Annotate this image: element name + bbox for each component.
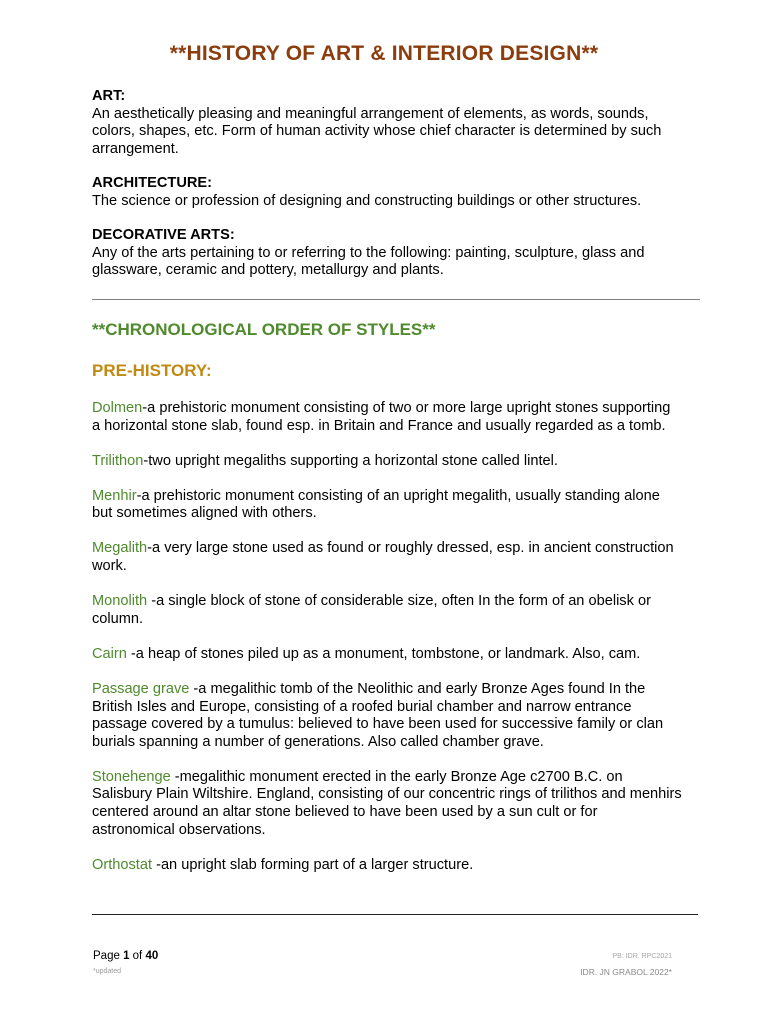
definition-heading: DECORATIVE ARTS: — [92, 227, 235, 243]
term-name: Monolith — [92, 593, 148, 610]
definition-architecture — [92, 175, 692, 210]
term-name: Passage grave — [92, 680, 190, 697]
term-entry — [92, 540, 682, 575]
definition-text: An aesthetically pleasing and meaningful arrangement of elements, as words, sounds, colors, shapes, etc. Form of human activity whose chief character is determined by such arrangement. — [92, 105, 662, 157]
definition-decorative-arts — [92, 227, 692, 280]
term-entry — [92, 857, 682, 875]
term-description: -a heap of stones piled up as a monument, tombstone, or landmark. Also, cam. — [126, 645, 641, 662]
term-description: -a prehistoric monument consisting of two or more large upright stones supporting a horizontal stone slab, found esp. in Britain and France and usually regarded as a tomb. — [92, 400, 671, 434]
chronological-heading: **CHRONOLOGICAL ORDER OF STYLES** — [92, 320, 436, 339]
term-name: Orthostat — [92, 856, 153, 873]
page-prefix: Page — [93, 950, 124, 962]
footer-divider — [92, 914, 698, 915]
definition-text: The science or profession of designing and constructing buildings or other structures. — [92, 192, 642, 209]
term-name: Megalith — [92, 540, 148, 557]
updated-note: *updated — [93, 968, 122, 975]
definitions-section — [92, 88, 692, 297]
page-current: 1 — [123, 950, 130, 962]
term-description: -megalithic monument erected in the early Bronze Age c2700 B.C. on Salisbury Plain Wiltshire. England, consisting of our concentric rings of trilithos and menhirs centered around an altar stone believed to have been used by a sun cult or for astronomical observations. — [92, 768, 682, 838]
definition-art — [92, 88, 692, 158]
section-divider — [92, 299, 700, 300]
term-name: Menhir — [92, 487, 137, 504]
definition-text: Any of the arts pertaining to or referring to the following: painting, sculpture, glass and glassware, ceramic and pottery, metallurgy and plants. — [92, 244, 645, 278]
term-entry — [92, 453, 682, 471]
term-entry — [92, 646, 682, 664]
term-entry — [92, 593, 682, 628]
footer-code: PB: IDR. RPC2021 — [612, 953, 672, 960]
prehistory-terms — [92, 400, 682, 892]
definition-heading: ARCHITECTURE: — [92, 175, 212, 191]
page-title: **HISTORY OF ART & INTERIOR DESIGN** — [169, 42, 599, 65]
term-name: Stonehenge — [92, 768, 171, 785]
term-description: -a single block of stone of considerable size, often In the form of an obelisk or column. — [92, 593, 651, 627]
page-number — [93, 950, 158, 962]
term-entry — [92, 400, 682, 435]
footer-author: IDR. JN GRABOL 2022* — [580, 967, 672, 977]
prehistory-heading: PRE-HISTORY: — [92, 361, 212, 380]
term-description: -an upright slab forming part of a larger structure. — [152, 856, 474, 873]
term-description: -two upright megaliths supporting a horizontal stone called lintel. — [143, 452, 558, 469]
page-of: of — [129, 950, 146, 962]
definition-heading: ART: — [92, 88, 126, 104]
term-entry — [92, 769, 682, 839]
term-description: -a prehistoric monument consisting of an upright megalith, usually standing alone but sometimes aligned with others. — [92, 487, 660, 522]
page-total: 40 — [145, 950, 159, 962]
term-entry — [92, 488, 682, 523]
term-name: Dolmen — [92, 400, 143, 416]
term-description: -a megalithic tomb of the Neolithic and early Bronze Ages found In the British Isles and Europe, consisting of a roofed burial chamber and narrow entrance passage covered by a tumulus: believed to have been used for successive family or clan burials spanning a number of generations. Also called chamber grave. — [92, 680, 664, 750]
term-entry — [92, 681, 682, 751]
term-name: Trilithon — [92, 452, 144, 469]
term-name: Cairn — [92, 645, 127, 662]
term-description: -a very large stone used as found or roughly dressed, esp. in ancient construction work. — [92, 540, 674, 575]
